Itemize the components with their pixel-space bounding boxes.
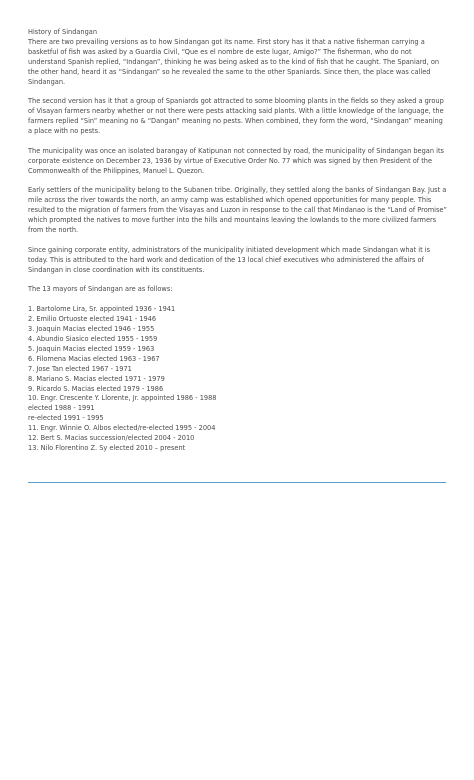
mayor-item: 12. Bert S. Macias succession/elected 2004 - 2010 (28, 434, 195, 443)
paragraph-name-origin-first: There are two prevailing versions as to how Sindangan got its name. First story has it that a native fisherman carrying a basketful of fish was asked by a Guardia Civil, “Que es el nombre de este lugar, Amigo?” The fisherman, who do not understand Spanish replied, “Indangan”, thinking he was being asked as to the kind of fish that he caught. The Spaniard, on the other hand, heard it as “Sindangan” so he revealed the same to the other Spaniards. Since then, the place was called Sindangan. (28, 37, 440, 86)
document-body (28, 28, 448, 454)
horizontal-divider (28, 482, 446, 483)
mayors-list (28, 305, 448, 454)
paragraph-development: Since gaining corporate entity, administrators of the municipality initiated development which made Sindangan what it is today. This is attributed to the hard work and dedication of the 13 local chief executives who administered the affairs of Sindangan in close coordination with its constituents. (28, 245, 431, 274)
document-title: History of Sindangan (28, 28, 98, 36)
mayor-item: 13. Nilo Florentino Z. Sy elected 2010 – present (28, 443, 186, 452)
mayor-item: 2. Emilio Ortuoste elected 1941 - 1946 (28, 315, 157, 324)
mayor-item: 5. Joaquin Macias elected 1959 - 1963 (28, 344, 155, 353)
mayor-item: 7. Jose Tan elected 1967 - 1971 (28, 364, 132, 373)
paragraph-founding: The municipality was once an isolated barangay of Katipunan not connected by road, the municipality of Sindangan began its corporate existence on December 23, 1936 by virtue of Executive Order No. 77 which was signed by then President of the Commonwealth of the Philippines, Manuel L. Quezon. (28, 146, 444, 175)
mayor-item-term: re-elected 1991 - 1995 (28, 414, 104, 423)
paragraph-name-origin-second: The second version has it that a group of Spaniards got attracted to some blooming plants in the fields so they asked a group of Visayan farmers nearby whether or not there were pests attacking said plants. With a little knowledge of the language, the farmers replied “Sin” meaning no & “Dangan” meaning no pests. When combined, they form the word, “Sindangan” meaning a place with no pests. (28, 97, 444, 136)
mayor-item: 6. Filomena Macias elected 1963 - 1967 (28, 354, 160, 363)
mayor-item: 1. Bartolome Lira, Sr. appointed 1936 - 1941 (28, 305, 176, 314)
mayor-item: 4. Abundio Siasico elected 1955 - 1959 (28, 335, 158, 343)
paragraph-early-settlers: Early settlers of the municipality belong to the Subanen tribe. Originally, they settled along the banks of Sindangan Bay. Just a mile across the river towards the north, an army camp was established which opened opportunities for many people. This resulted to the migration of farmers from the Visayas and Luzon in response to the call that Mindanao is the “Land of Promise” which prompted the natives to move further into the hills and mountains leaving the lowlands to the more civilized farmers from the north. (28, 186, 447, 235)
mayor-item: 9. Ricardo S. Macias elected 1979 - 1986 (28, 384, 164, 393)
mayor-item: 3. Joaquin Macias elected 1946 - 1955 (28, 325, 155, 334)
mayor-item: 10. Engr. Crescente Y. Llorente, Jr. appointed 1986 - 1988 (28, 394, 217, 403)
mayor-item: 8. Mariano S. Macias elected 1971 - 1979 (28, 374, 165, 383)
paragraph-mayors-intro: The 13 mayors of Sindangan are as follows: (28, 285, 173, 294)
mayor-item-term: elected 1988 - 1991 (28, 404, 95, 413)
mayor-item: 11. Engr. Winnie O. Albos elected/re-elected 1995 - 2004 (28, 424, 216, 433)
